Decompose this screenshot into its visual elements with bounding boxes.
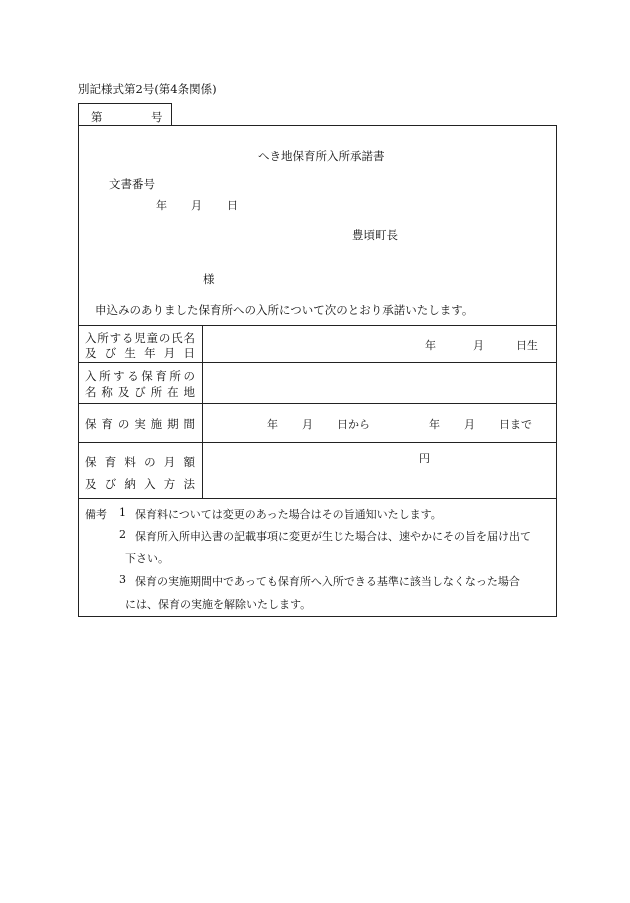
note-text: 保育料については変更のあった場合はその旨通知いたします。: [135, 508, 442, 521]
doc-number-label: 文書番号: [109, 177, 155, 191]
number-prefix: 第: [91, 110, 103, 124]
note-text: 保育所入所申込書の記載事項に変更が生じた場合は、速やかにその旨を届け出て: [135, 530, 531, 543]
note-number: 1: [119, 506, 126, 519]
row-divider: [79, 325, 556, 326]
nursery-label: 入所する保育所の: [85, 369, 195, 383]
child-birthdate-label: 及び生年月日: [85, 346, 195, 360]
period-label: 保育の実施期間: [85, 417, 195, 431]
form-label: 別記様式第2号(第4条関係): [78, 82, 217, 96]
period-from-month: 月: [302, 418, 313, 431]
birth-year: 年: [425, 339, 436, 352]
notes-heading: 備考: [85, 508, 107, 521]
column-divider: [202, 325, 203, 498]
addressee-suffix: 様: [203, 272, 215, 286]
note-number: 2: [119, 528, 126, 541]
child-name-label: 入所する児童の氏名: [85, 331, 195, 345]
birth-day: 日生: [516, 339, 538, 352]
date-year: 年: [156, 199, 167, 212]
row-divider: [79, 403, 556, 404]
row-divider: [79, 362, 556, 363]
period-from-day: 日から: [337, 418, 370, 431]
note-number: 3: [119, 573, 126, 586]
note-text: 保育の実施期間中であっても保育所へ入所できる基準に該当しなくなった場合: [135, 575, 520, 588]
date-day: 日: [227, 199, 238, 212]
issuer: 豊頃町長: [352, 228, 398, 242]
birth-month: 月: [473, 339, 484, 352]
period-from-year: 年: [267, 418, 278, 431]
form-title: へき地保育所入所承諾書: [258, 149, 385, 163]
period-to-year: 年: [429, 418, 440, 431]
period-to-day: 日まで: [499, 418, 532, 431]
fee-label: 保育料の月額: [85, 455, 195, 469]
nursery-address-label: 名称及び所在地: [85, 385, 195, 399]
row-divider: [79, 442, 556, 443]
date-month: 月: [191, 199, 202, 212]
fee-payment-label: 及び納入方法: [85, 477, 195, 491]
number-suffix: 号: [151, 110, 163, 124]
note-text-continued: 下さい。: [125, 552, 169, 565]
intro-text: 申込みのありました保育所への入所について次のとおり承諾いたします。: [95, 303, 474, 317]
note-text-continued: には、保育の実施を解除いたします。: [125, 598, 312, 611]
row-divider: [79, 498, 556, 499]
period-to-month: 月: [464, 418, 475, 431]
consent-form: [78, 125, 557, 617]
document-number-box: [78, 103, 172, 125]
fee-unit: 円: [419, 452, 430, 465]
